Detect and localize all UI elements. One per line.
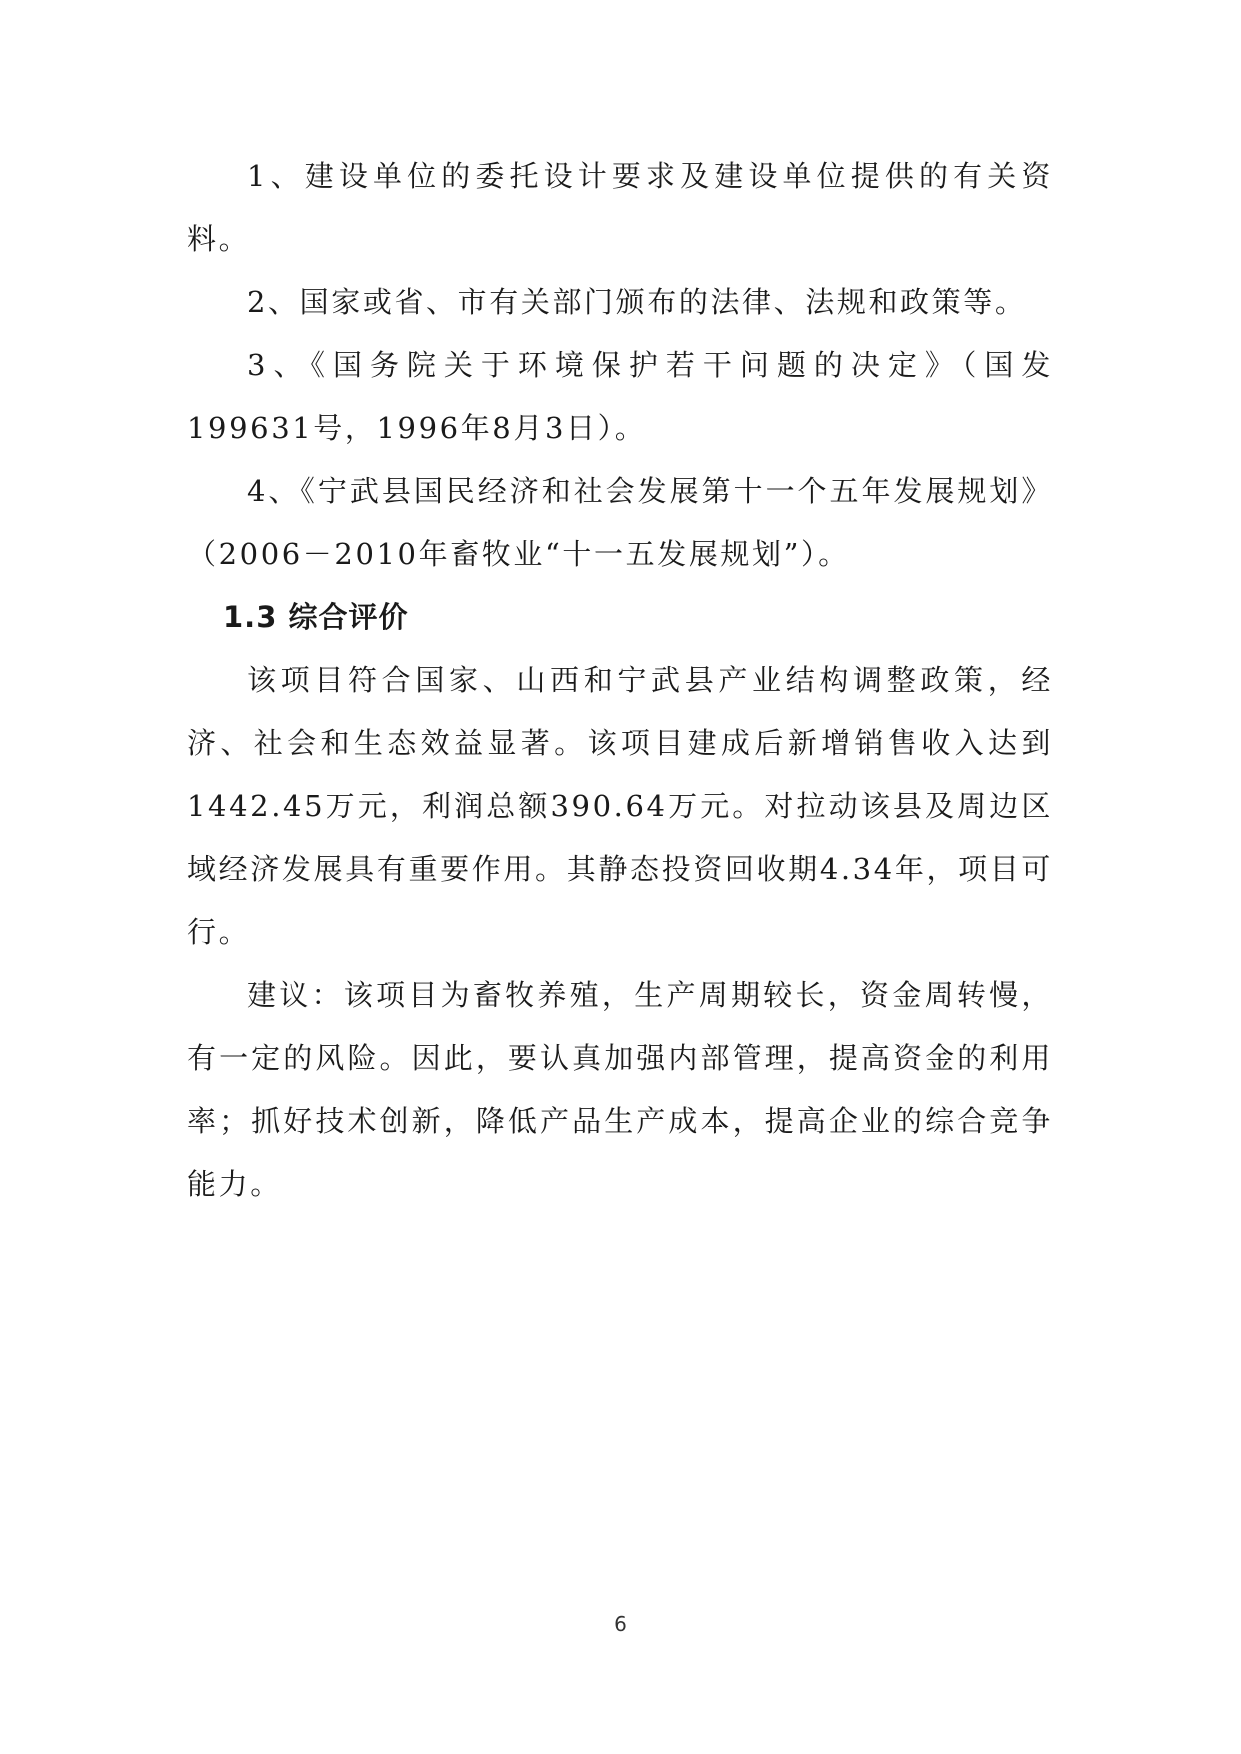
- recommendation-paragraph: 建议：该项目为畜牧养殖，生产周期较长，资金周转慢，有一定的风险。因此，要认真加强内部管理，提高资金的利用率；抓好技术创新，降低产品生产成本，提高企业的综合竞争能力。: [187, 978, 1053, 1201]
- basis-item-3: 3、《国务院关于环境保护若干问题的决定》（国发199631号，1996年8月3日）。: [187, 348, 1053, 445]
- basis-item-2: 2、国家或省、市有关部门颁布的法律、法规和政策等。: [247, 285, 1027, 319]
- basis-item-1: 1、建设单位的委托设计要求及建设单位提供的有关资料。: [187, 159, 1053, 256]
- evaluation-paragraph: 该项目符合国家、山西和宁武县产业结构调整政策，经济、社会和生态效益显著。该项目建成后新增销售收入达到1442.45万元，利润总额390.64万元。对拉动该县及周边区域经济发展具有重要作用。其静态投资回收期4.34年，项目可行。: [187, 663, 1053, 949]
- page-content: [187, 145, 1053, 1216]
- section-heading: 1.3 综合评价: [223, 600, 409, 634]
- basis-item-4: 4、《宁武县国民经济和社会发展第十一个五年发展规划》（2006－2010年畜牧业“十一五发展规划”）。: [187, 474, 1053, 571]
- page-number: 6: [614, 1612, 627, 1636]
